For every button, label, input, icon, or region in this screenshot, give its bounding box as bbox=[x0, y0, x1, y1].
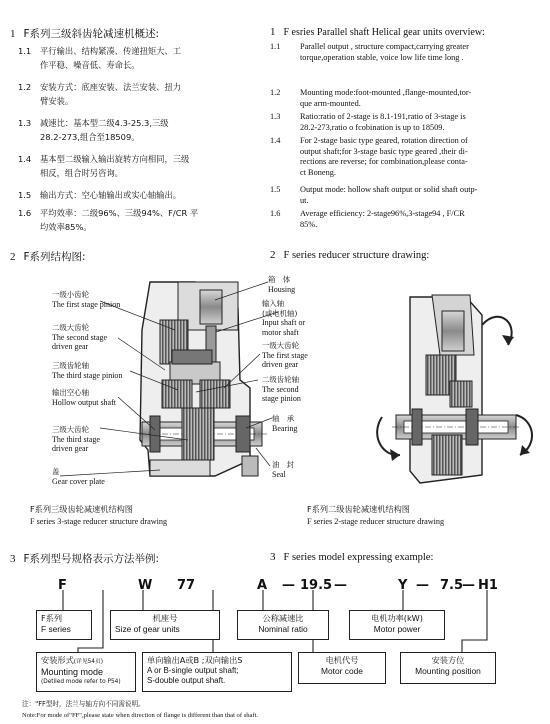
label-en: The second bbox=[262, 384, 299, 394]
item-line: torque,operation stable, voice low life time long . bbox=[300, 52, 464, 62]
right-callout-label bbox=[262, 299, 305, 337]
box-series: F系列 F series bbox=[36, 610, 92, 640]
model-code-part: — bbox=[282, 578, 295, 593]
box-ratio: 公称减速比 Nominal ratio bbox=[237, 610, 329, 640]
model-code-part: A bbox=[257, 578, 268, 593]
label-en: motor shaft bbox=[262, 327, 299, 337]
section3-cn-title: 3 F系列型号规格表示方法举例: bbox=[10, 553, 160, 565]
item-line: 平行输出、结构紧凑、传递扭矩大、工 bbox=[40, 46, 182, 56]
item-text bbox=[40, 152, 189, 180]
box-mounting-mode: 安装形式(详见54页) Mounting mode (Detiled mode refer to P54) bbox=[36, 652, 136, 692]
model-code-part: — bbox=[334, 578, 347, 593]
model-code-part: Y bbox=[398, 578, 408, 593]
left-callout-label bbox=[52, 425, 100, 454]
label-cn: 二级齿轮轴 bbox=[262, 375, 299, 384]
item-line: 28.2-273,组合至18509。 bbox=[40, 132, 140, 142]
section2-cn-title: 2 F系列结构图: bbox=[10, 251, 86, 263]
item-text bbox=[40, 116, 169, 144]
label-cn: 油 封 bbox=[272, 460, 295, 469]
model-code-part: H1 bbox=[478, 578, 498, 593]
item-number: 1.2 bbox=[18, 82, 32, 92]
model-code-part: 7.5 bbox=[440, 578, 464, 593]
label-cn: 箱 体 bbox=[268, 275, 291, 284]
item-line: Ratio:ratio of 2-stage is 8.1-191,ratio of 3-stage is bbox=[300, 112, 466, 121]
item-text bbox=[40, 44, 181, 72]
left-callout-label bbox=[52, 323, 107, 352]
box-motor-code: 电机代号 Motor code bbox=[298, 652, 386, 684]
caption-right-en: F series 2-stage reducer structure drawing bbox=[307, 517, 445, 526]
item-line: 基本型二级输入输出旋转方向相同，三级 bbox=[40, 154, 190, 164]
item-text bbox=[300, 209, 465, 230]
label-en: Bearing bbox=[272, 423, 298, 433]
item-line: ct Boneng. bbox=[300, 167, 336, 177]
label-en: Input shaft or bbox=[262, 318, 306, 327]
en-overview-item bbox=[270, 209, 546, 253]
label-en: The first stage bbox=[262, 350, 308, 360]
right-callout-label bbox=[268, 275, 295, 294]
section3-en-title: 3 F series model expressing example: bbox=[270, 551, 434, 563]
label-cn: 一级小齿轮 bbox=[52, 290, 89, 299]
item-line: 臂安装。 bbox=[40, 96, 74, 106]
item-line: For 2-stage basic type geared, rotation direction of bbox=[300, 136, 468, 145]
label-cn: (或电机轴) bbox=[262, 308, 298, 318]
item-line: ut. bbox=[300, 195, 309, 205]
label-cn: 三级齿轮轴 bbox=[52, 361, 89, 370]
item-line: que arm-mounted. bbox=[300, 98, 361, 108]
item-line: 平均效率：二级96%、三级94%、F/CR 平 bbox=[40, 208, 199, 218]
cn-overview-item bbox=[18, 80, 258, 112]
caption-left-en: F series 3-stage reducer structure drawing bbox=[30, 517, 168, 526]
item-text bbox=[300, 42, 469, 63]
left-callout-label bbox=[52, 467, 105, 486]
item-number: 1.5 bbox=[270, 185, 281, 194]
item-line: 28.2-273,ratio o fcobination is up to 18509. bbox=[300, 122, 445, 132]
box-size: 机座号 Size of gear units bbox=[110, 610, 220, 640]
note-en: Note:For mode of"FF",please state when direction of flange is different than that of shaft. bbox=[22, 712, 259, 719]
label-cn: 二级大齿轮 bbox=[52, 323, 89, 332]
label-cn: 轴 承 bbox=[272, 414, 295, 423]
label-cn: 输入轴 bbox=[262, 299, 285, 308]
item-line: 减速比：基本型二级4.3-25.3,三级 bbox=[40, 118, 169, 128]
label-cn: 输出空心轴 bbox=[52, 388, 89, 397]
model-code-part: W bbox=[138, 578, 153, 593]
label-en: driven gear bbox=[52, 342, 89, 351]
en-overview-item bbox=[270, 136, 546, 180]
right-callout-label bbox=[272, 414, 297, 433]
item-number: 1.4 bbox=[18, 154, 32, 164]
item-number: 1.3 bbox=[18, 118, 32, 128]
label-en: Gear cover plate bbox=[52, 476, 105, 486]
label-en: Seal bbox=[272, 469, 286, 479]
item-number: 1.4 bbox=[270, 136, 281, 145]
note-cn: 注："FF型时，法兰与轴方向不同需说明。 bbox=[22, 700, 145, 708]
label-cn: 盖 bbox=[52, 467, 60, 476]
item-line: 85%. bbox=[300, 219, 318, 229]
right-callout-label bbox=[272, 460, 294, 479]
item-number: 1.3 bbox=[270, 112, 281, 121]
cn-overview-item bbox=[18, 206, 258, 238]
item-line: Average efficiency: 2-stage96%,3-stage94 , F/CR bbox=[300, 209, 465, 218]
item-text bbox=[40, 80, 181, 108]
item-line: Output mode: hollow shaft output or solid shaft outp- bbox=[300, 185, 478, 194]
cn-overview-item bbox=[18, 152, 258, 184]
item-line: 输出方式：空心轴输出或实心轴输出。 bbox=[40, 190, 182, 200]
item-line: 相反，组合时另咨询。 bbox=[40, 168, 123, 178]
cn-overview-item bbox=[18, 44, 258, 76]
label-en: driven gear bbox=[262, 360, 299, 369]
left-callout-label bbox=[52, 388, 116, 407]
item-number: 1.1 bbox=[18, 46, 32, 56]
item-text bbox=[300, 136, 468, 178]
item-number: 1.6 bbox=[18, 208, 32, 218]
item-number: 1.6 bbox=[270, 209, 281, 218]
cn-overview-item bbox=[18, 116, 258, 148]
item-line: rections are reverse; for combination,please conta- bbox=[300, 157, 468, 166]
item-text bbox=[40, 206, 198, 234]
caption-right-cn: F系列二级齿轮减速机结构图 bbox=[307, 504, 410, 514]
label-en: Hollow output shaft bbox=[52, 397, 116, 407]
item-text bbox=[300, 185, 477, 206]
box-motor-power: 电机功率(kW) Motor power bbox=[349, 610, 445, 640]
item-text bbox=[300, 88, 471, 109]
item-line: Parallel output , structure compact,carrying greater bbox=[300, 42, 469, 51]
box-output-shaft: 单向输出A或B ;双向输出S A or B-single output shaft; S-double output shaft. bbox=[142, 652, 292, 692]
label-en: The third stage bbox=[52, 434, 100, 444]
left-callout-label bbox=[52, 361, 122, 380]
item-line: 均效率85%。 bbox=[40, 222, 92, 232]
item-line: output shaft;for 3-stage basic type geared ,their di- bbox=[300, 146, 468, 156]
label-en: stage pinion bbox=[262, 394, 301, 403]
label-cn: 三级大齿轮 bbox=[52, 425, 89, 434]
label-en: The third stage pinion bbox=[52, 370, 123, 380]
label-en: The second stage bbox=[52, 332, 108, 342]
label-en: Housing bbox=[268, 284, 296, 294]
item-line: Mounting mode:foot-mounted ,flange-mounted,tor- bbox=[300, 88, 472, 97]
model-code-part: — bbox=[462, 578, 475, 593]
item-text bbox=[40, 188, 181, 202]
en-overview-item bbox=[270, 42, 546, 86]
section2-en-title: 2 F series reducer structure drawing: bbox=[270, 249, 430, 261]
section1-en-title: 1 F esries Parallel shaft Helical gear units overview: bbox=[270, 26, 485, 38]
right-callout-label bbox=[262, 341, 308, 370]
caption-left-cn: F系列三级齿轮减速机结构图 bbox=[30, 504, 133, 514]
item-text bbox=[300, 112, 466, 133]
section1-cn-title: 1 F系列三级斜齿轮减速机概述: bbox=[10, 28, 160, 40]
item-number: 1.2 bbox=[270, 88, 281, 97]
item-line: 安装方式：底座安装、法兰安装、扭力 bbox=[40, 82, 182, 92]
label-en: driven gear bbox=[52, 444, 89, 453]
model-code-part: 77 bbox=[177, 578, 196, 593]
left-callout-label bbox=[52, 290, 120, 309]
model-code-part: 19.5 bbox=[300, 578, 333, 593]
model-code-part: — bbox=[416, 578, 429, 593]
label-cn: 一级大齿轮 bbox=[262, 341, 299, 350]
item-number: 1.5 bbox=[18, 190, 32, 200]
label-en: The first stage pinion bbox=[52, 299, 121, 309]
right-callout-label bbox=[262, 375, 301, 404]
model-code-part: F bbox=[58, 578, 67, 593]
item-number: 1.1 bbox=[270, 42, 281, 51]
item-line: 作平稳、噪音低、寿命长。 bbox=[40, 60, 140, 70]
box-mounting-position: 安装方位 Mounting position bbox=[400, 652, 496, 684]
two-stage-reducer-drawing bbox=[370, 285, 545, 495]
